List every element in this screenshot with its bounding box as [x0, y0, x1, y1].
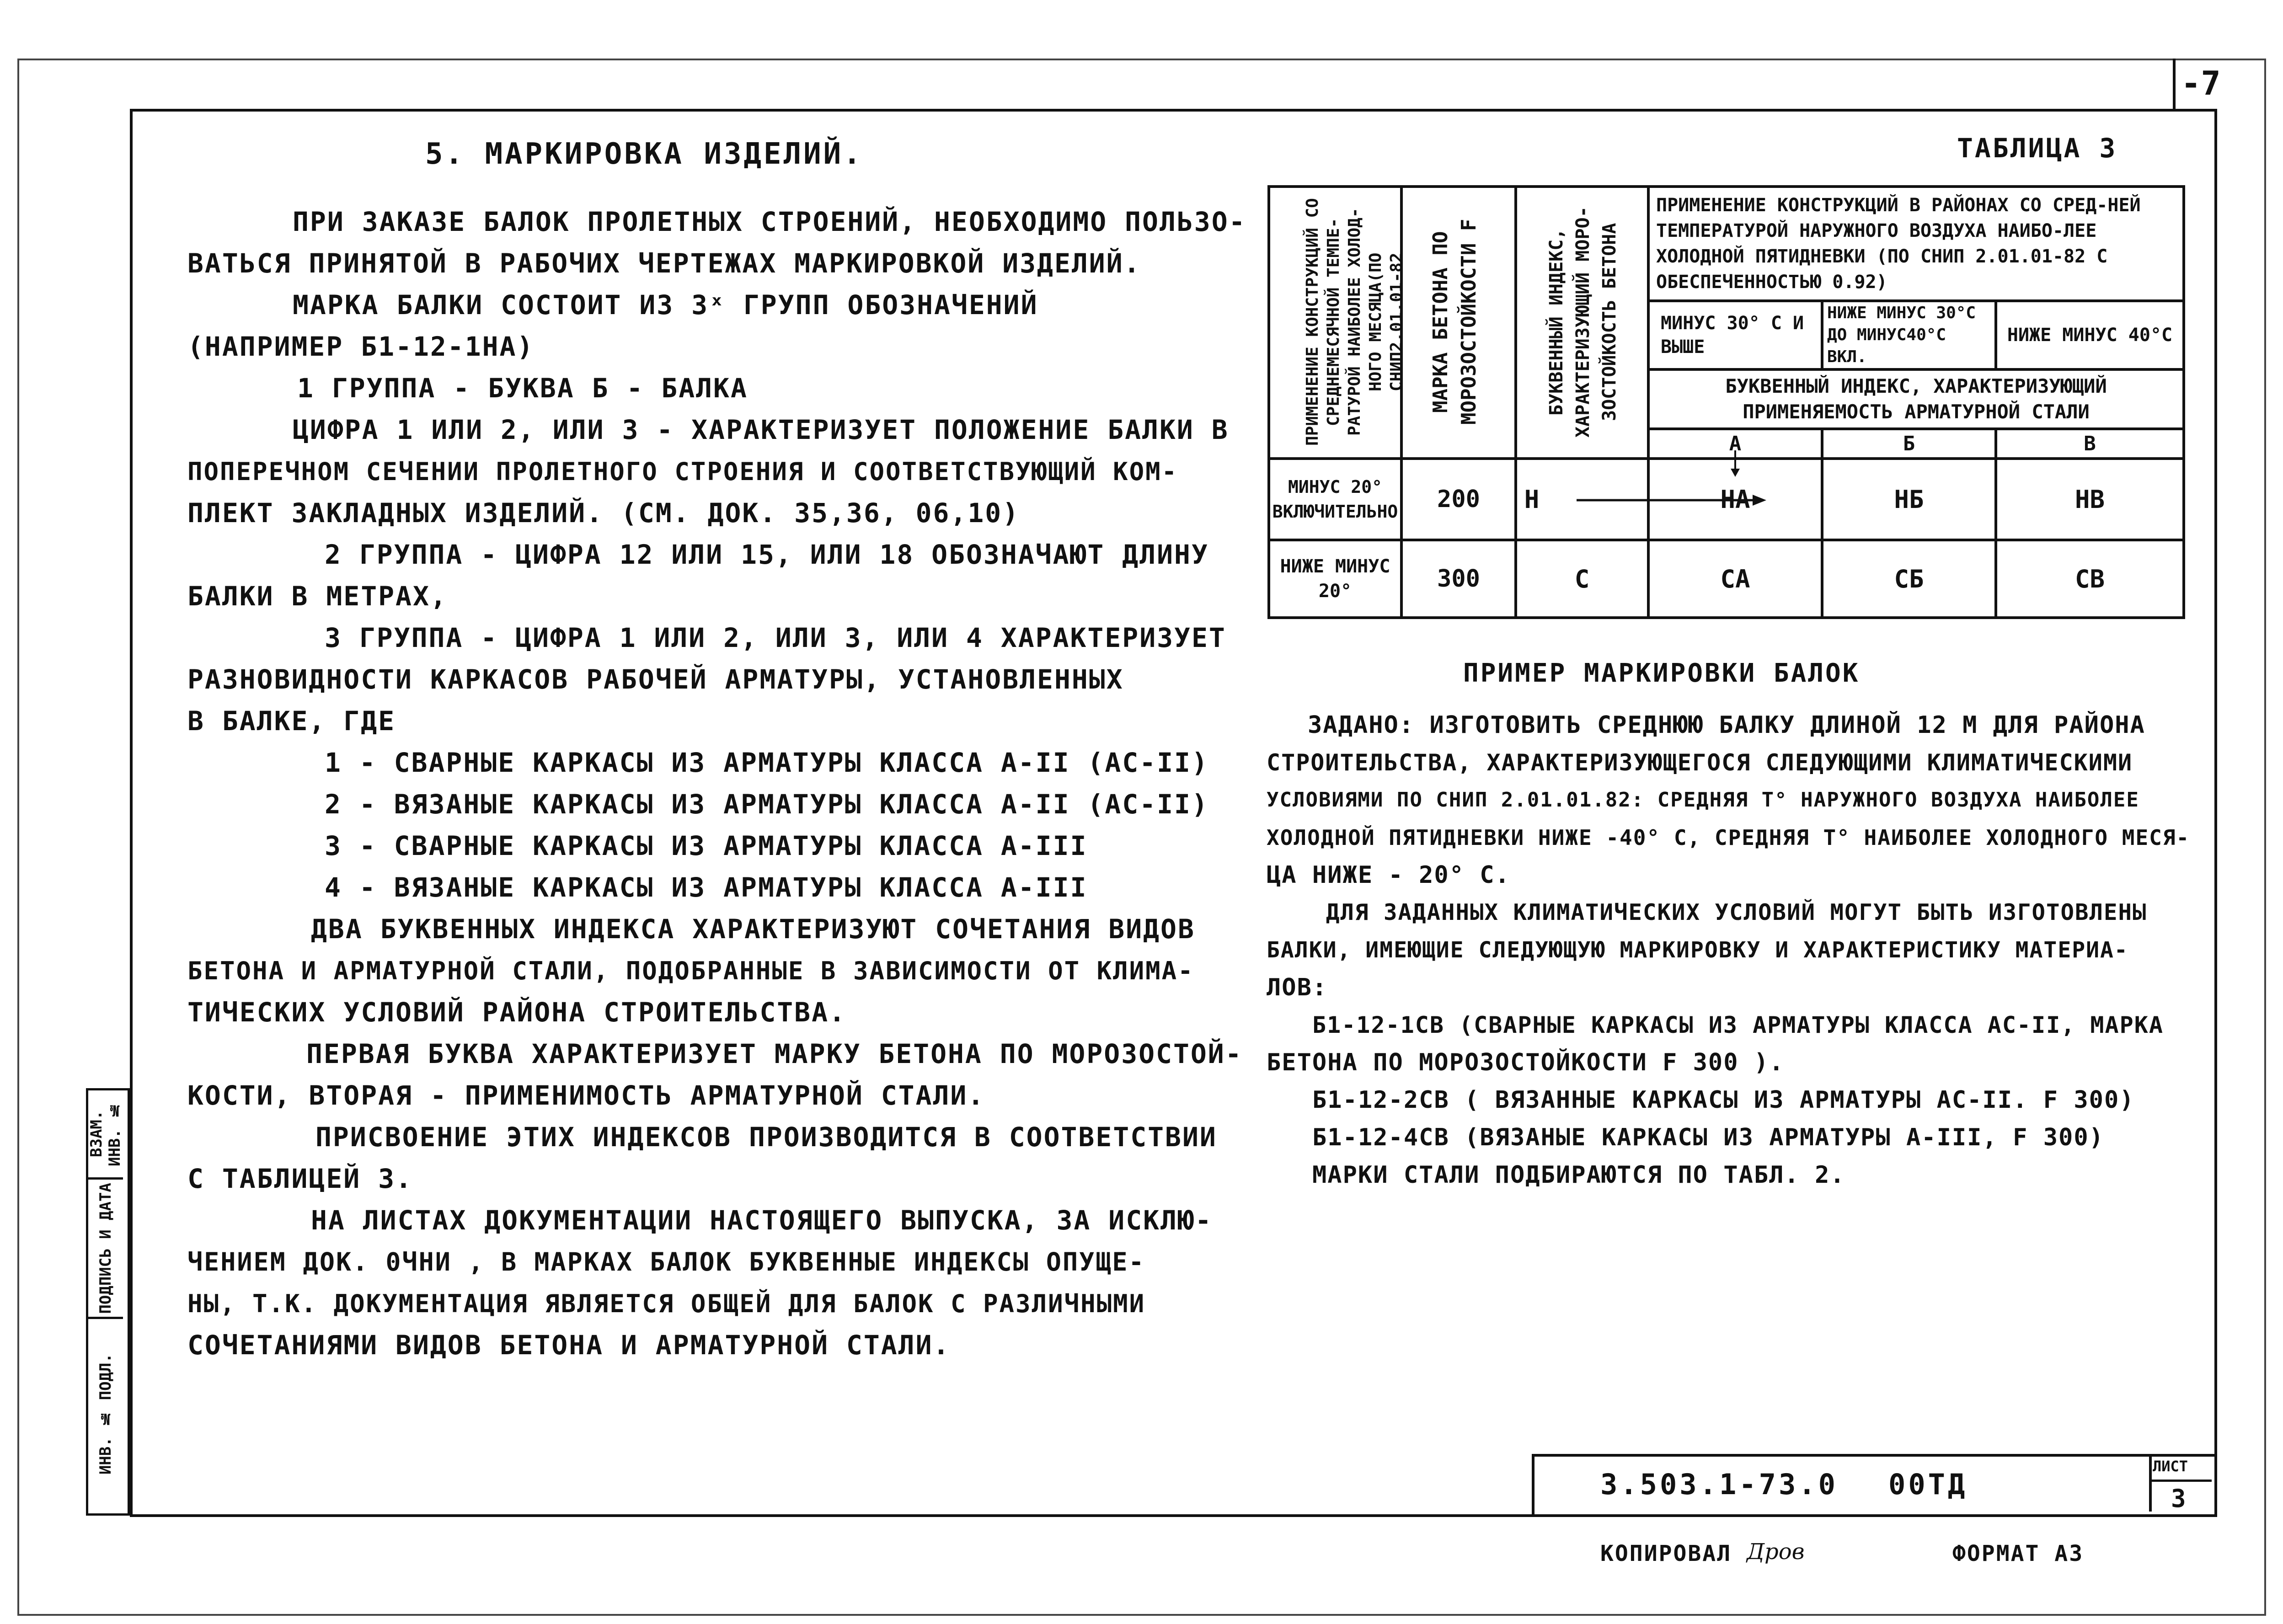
- sheet-label: ЛИСТ: [2153, 1458, 2188, 1475]
- left-line: 2 - ВЯЗАНЫЕ КАРКАСЫ ИЗ АРМАТУРЫ КЛАССА А-II (АС-II): [325, 789, 1209, 820]
- row2-a: СА: [1648, 540, 1822, 618]
- left-text-block: [187, 201, 1246, 1366]
- left-line: ПРИСВОЕНИЕ ЭТИХ ИНДЕКСОВ ПРОИЗВОДИТСЯ В СООТВЕТСТВИИ: [315, 1122, 1217, 1153]
- left-line: НЫ, Т.К. ДОКУМЕНТАЦИЯ ЯВЛЯЕТСЯ ОБЩЕЙ ДЛЯ БАЛОК С РАЗЛИЧНЫМИ: [187, 1289, 1146, 1318]
- row2-condition: НИЖЕ МИНУС 20°: [1269, 540, 1401, 618]
- climate-header: ПРИМЕНЕНИЕ КОНСТРУКЦИЙ В РАЙОНАХ СО СРЕД-НЕЙ ТЕМПЕРАТУРОЙ НАРУЖНОГО ВОЗДУХА НАИБО-ЛЕЕ ХОЛОДНОЙ ПЯТИДНЕВКИ (ПО СНИП 2.01.01-82 С ОБЕСПЕЧЕННОСТЬЮ 0.92): [1648, 187, 2184, 301]
- temp-header-3: НИЖЕ МИНУС 40°С: [1996, 301, 2184, 369]
- row1-idx-text: Н: [1524, 485, 1540, 514]
- steel-header: БУКВЕННЫЙ ИНДЕКС, ХАРАКТЕРИЗУЮЩИЙ ПРИМЕНЯЕМОСТЬ АРМАТУРНОЙ СТАЛИ: [1648, 369, 2184, 429]
- example-line: УСЛОВИЯМИ ПО СНИП 2.01.01.82: СРЕДНЯЯ T° НАРУЖНОГО ВОЗДУХА НАИБОЛЕЕ: [1267, 788, 2139, 812]
- row2-idx: С: [1516, 540, 1648, 618]
- title-block-sheet-divider: [2149, 1480, 2212, 1482]
- col2-header-text: МАРКА БЕТОНА ПО МОРОЗОСТОЙКОСТИ F: [1429, 219, 1481, 425]
- left-line: ЧЕНИЕМ ДОК. 0ЧНИ , В МАРКАХ БАЛОК БУКВЕННЫЕ ИНДЕКСЫ ОПУЩЕ-: [187, 1247, 1145, 1277]
- left-line: С ТАБЛИЦЕЙ 3.: [187, 1163, 413, 1194]
- left-line: ЦИФРА 1 ИЛИ 2, ИЛИ 3 - ХАРАКТЕРИЗУЕТ ПОЛОЖЕНИЕ БАЛКИ В: [293, 414, 1229, 445]
- row2-b: СБ: [1822, 540, 1996, 618]
- section-header: 5. МАРКИРОВКА ИЗДЕЛИЙ.: [425, 137, 863, 171]
- left-line: ТИЧЕСКИХ УСЛОВИЙ РАЙОНА СТРОИТЕЛЬСТВА.: [187, 997, 846, 1028]
- left-line: 1 ГРУППА - БУКВА Б - БАЛКА: [297, 373, 748, 404]
- left-line: ПРИ ЗАКАЗЕ БАЛОК ПРОЛЕТНЫХ СТРОЕНИЙ, НЕОБХОДИМО ПОЛЬЗО-: [293, 206, 1246, 237]
- example-line: БАЛКИ, ИМЕЮЩИЕ СЛЕДУЮЩУЮ МАРКИРОВКУ И ХАРАКТЕРИСТИКУ МАТЕРИА-: [1267, 937, 2128, 963]
- example-line: МАРКИ СТАЛИ ПОДБИРАЮТСЯ ПО ТАБЛ. 2.: [1312, 1161, 1845, 1189]
- example-line: Б1-12-4СВ (ВЯЗАНЫЕ КАРКАСЫ ИЗ АРМАТУРЫ А-III, F 300): [1312, 1124, 2104, 1151]
- example-text-block: [1267, 706, 2190, 1194]
- example-title: ПРИМЕР МАРКИРОВКИ БАЛОК: [1463, 658, 1860, 688]
- copied-signature: Дров: [1747, 1539, 1805, 1565]
- side-stamp: [86, 1088, 130, 1516]
- side-stamp-cell-3: [88, 1319, 123, 1509]
- example-line: СТРОИТЕЛЬСТВА, ХАРАКТЕРИЗУЮЩЕГОСЯ СЛЕДУЮЩИМИ КЛИМАТИЧЕСКИМИ: [1267, 749, 2133, 776]
- left-line: БАЛКИ В МЕТРАХ,: [187, 581, 448, 612]
- left-line: ПЕРВАЯ БУКВА ХАРАКТЕРИЗУЕТ МАРКУ БЕТОНА ПО МОРОЗОСТОЙ-: [306, 1038, 1243, 1069]
- left-line: КОСТИ, ВТОРАЯ - ПРИМЕНИМОСТЬ АРМАТУРНОЙ СТАЛИ.: [187, 1080, 985, 1111]
- left-line: 3 ГРУППА - ЦИФРА 1 ИЛИ 2, ИЛИ 3, ИЛИ 4 ХАРАКТЕРИЗУЕТ: [325, 622, 1226, 653]
- side-stamp-text-3: ВЗАМ. ИНВ. №: [87, 1101, 124, 1167]
- left-line: НА ЛИСТАХ ДОКУМЕНТАЦИИ НАСТОЯЩЕГО ВЫПУСКА, ЗА ИСКЛЮ-: [311, 1205, 1213, 1236]
- temp-header-1: МИНУС 30° С И ВЫШЕ: [1648, 301, 1822, 369]
- left-line: БЕТОНА И АРМАТУРНОЙ СТАЛИ, ПОДОБРАННЫЕ В ЗАВИСИМОСТИ ОТ КЛИМА-: [187, 956, 1194, 985]
- col3-header-text: БУКВЕННЫЙ ИНДЕКС, ХАРАКТЕРИЗУЮЩИЙ МОРО-ЗОСТОЙКОСТЬ БЕТОНА: [1546, 206, 1620, 438]
- side-stamp-text-2: ПОДПИСЬ И ДАТА: [96, 1182, 115, 1314]
- left-line: (НАПРИМЕР Б1-12-1НА): [187, 331, 535, 362]
- left-line: ПЛЕКТ ЗАКЛАДНЫХ ИЗДЕЛИЙ. (СМ. ДОК. 35,36, 06,10): [187, 497, 1020, 529]
- copied-label: КОПИРОВАЛ: [1600, 1541, 1732, 1566]
- arrow-icon: [1577, 491, 1769, 509]
- left-line: РАЗНОВИДНОСТИ КАРКАСОВ РАБОЧЕЙ АРМАТУРЫ, УСТАНОВЛЕННЫХ: [187, 664, 1124, 695]
- example-line: Б1-12-2СВ ( ВЯЗАННЫЕ КАРКАСЫ ИЗ АРМАТУРЫ АС-II. F 300): [1312, 1086, 2135, 1114]
- left-line: МАРКА БАЛКИ СОСТОИТ ИЗ 3ˣ ГРУПП ОБОЗНАЧЕНИЙ: [293, 289, 1038, 321]
- row1-v: НВ: [1996, 459, 2184, 540]
- side-stamp-text-1: ИНВ. № ПОДЛ.: [96, 1353, 115, 1475]
- col1-header-text: ПРИМЕНЕНИЕ КОНСТРУКЦИЙ СО СРЕДНЕМЕСЯЧНОЙ ТЕМПЕ-РАТУРОЙ НАИБОЛЕЕ ХОЛОД-НОГО МЕСЯЦА(ПО СНИП2.01.01-82: [1303, 198, 1406, 446]
- left-line: СОЧЕТАНИЯМИ ВИДОВ БЕТОНА И АРМАТУРНОЙ СТАЛИ.: [187, 1330, 951, 1361]
- table-3: [1267, 185, 2185, 619]
- table-title: ТАБЛИЦА 3: [1957, 133, 2117, 164]
- example-line: ЛОВ:: [1267, 974, 1328, 1001]
- left-line: ПОПЕРЕЧНОМ СЕЧЕНИИ ПРОЛЕТНОГО СТРОЕНИЯ И СООТВЕТСТВУЮЩИЙ КОМ-: [187, 457, 1178, 486]
- row1-b: НБ: [1822, 459, 1996, 540]
- left-line: ДВА БУКВЕННЫХ ИНДЕКСА ХАРАКТЕРИЗУЮТ СОЧЕТАНИЯ ВИДОВ: [311, 914, 1195, 945]
- left-line: ВАТЬСЯ ПРИНЯТОЙ В РАБОЧИХ ЧЕРТЕЖАХ МАРКИРОВКОЙ ИЗДЕЛИЙ.: [187, 248, 1141, 279]
- side-stamp-cell-1: [88, 1090, 123, 1180]
- left-line: В БАЛКЕ, ГДЕ: [187, 705, 396, 737]
- left-line: 2 ГРУППА - ЦИФРА 12 ИЛИ 15, ИЛИ 18 ОБОЗНАЧАЮТ ДЛИНУ: [325, 539, 1209, 570]
- row1-f: 200: [1401, 459, 1516, 540]
- col2-header: [1401, 187, 1516, 459]
- example-line: ЗАДАНО: ИЗГОТОВИТЬ СРЕДНЮЮ БАЛКУ ДЛИНОЙ 12 М ДЛЯ РАЙОНА: [1308, 711, 2145, 739]
- sheet-value: 3: [2171, 1484, 2186, 1513]
- col1-header: [1269, 187, 1406, 459]
- example-line: ХОЛОДНОЙ ПЯТИДНЕВКИ НИЖЕ -40° С, СРЕДНЯЯ T° НАИБОЛЕЕ ХОЛОДНОГО МЕСЯ-: [1267, 825, 2190, 850]
- example-line: ЦА НИЖЕ - 20° С.: [1267, 861, 1510, 889]
- side-stamp-cell-2: [88, 1180, 123, 1319]
- row2-v: СВ: [1996, 540, 2184, 618]
- left-line: 1 - СВАРНЫЕ КАРКАСЫ ИЗ АРМАТУРЫ КЛАССА А-II (АС-II): [325, 747, 1209, 778]
- left-line: 4 - ВЯЗАНЫЕ КАРКАСЫ ИЗ АРМАТУРЫ КЛАССА А-III: [325, 872, 1088, 903]
- example-line: Б1-12-1СВ (СВАРНЫЕ КАРКАСЫ ИЗ АРМАТУРЫ КЛАССА АС-II, МАРКА: [1312, 1012, 2164, 1038]
- letter-a: А: [1648, 429, 1822, 459]
- format-label: ФОРМАТ А3: [1952, 1541, 2084, 1566]
- temp-header-2: НИЖЕ МИНУС 30°С ДО МИНУС40°С ВКЛ.: [1822, 301, 1996, 369]
- row1-idx: [1516, 459, 1648, 540]
- row1-condition: МИНУС 20° ВКЛЮЧИТЕЛЬНО: [1269, 459, 1401, 540]
- down-arrow-icon: [1728, 450, 1742, 478]
- example-line: ДЛЯ ЗАДАННЫХ КЛИМАТИЧЕСКИХ УСЛОВИЙ МОГУТ БЫТЬ ИЗГОТОВЛЕНЫ: [1326, 899, 2147, 925]
- letter-b: Б: [1822, 429, 1996, 459]
- doc-code: 3.503.1-73.0: [1600, 1468, 1838, 1501]
- sheet-number-top-text: -7: [2181, 64, 2221, 102]
- example-line: БЕТОНА ПО МОРОЗОСТОЙКОСТИ F 300 ).: [1267, 1049, 1785, 1076]
- row1-a: НА: [1648, 459, 1822, 540]
- row2-f: 300: [1401, 540, 1516, 618]
- col3-header: [1516, 187, 1648, 459]
- doc-type: 00ТД: [1888, 1468, 1968, 1501]
- letter-v: В: [1996, 429, 2184, 459]
- left-line: 3 - СВАРНЫЕ КАРКАСЫ ИЗ АРМАТУРЫ КЛАССА А-III: [325, 830, 1088, 861]
